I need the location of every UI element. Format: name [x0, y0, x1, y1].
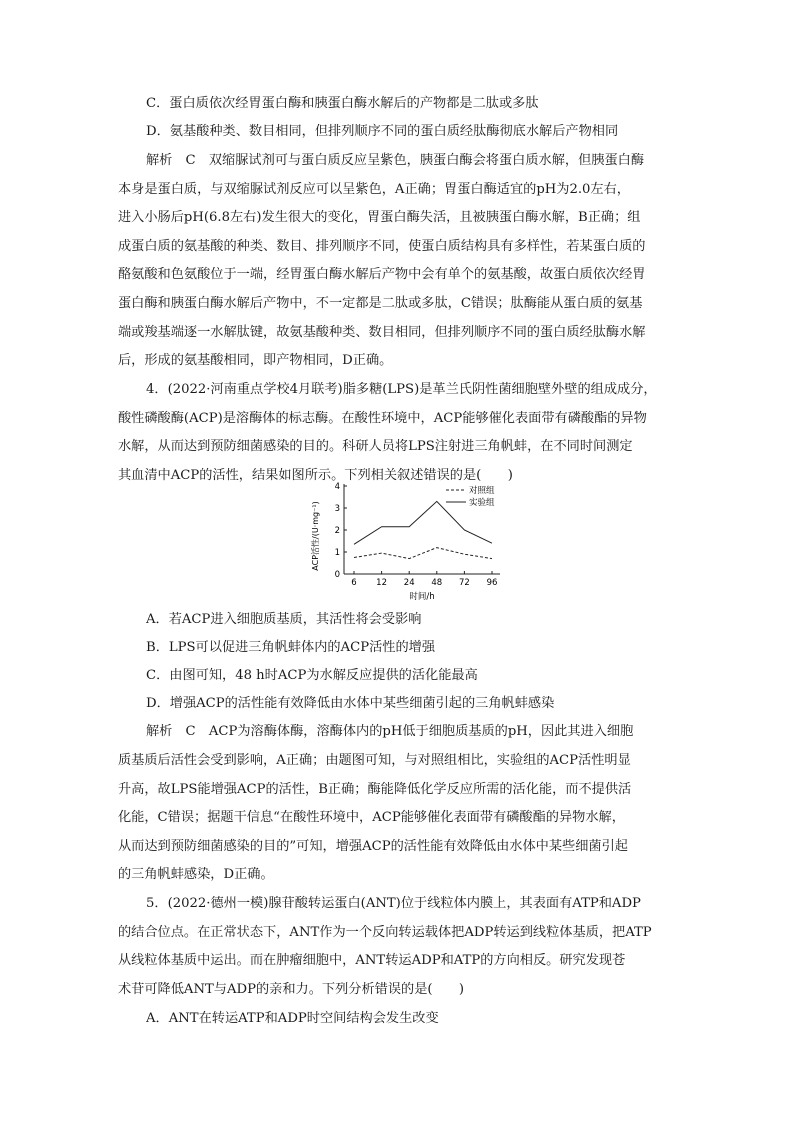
option-b: B．LPS可以促进三角帆蚌体内的ACP活性的增强 — [146, 640, 436, 655]
y-tick-label: 2 — [334, 526, 340, 536]
y-tick-label: 3 — [334, 504, 340, 514]
y-tick-label: 1 — [334, 548, 340, 558]
analysis-4-line: 质基质后活性会受到影响，A正确；由题图可知，与对照组相比，实验组的ACP活性明显 — [118, 753, 631, 768]
option-a-q5: A．ANT在转运ATP和ADP时空间结构会发生改变 — [146, 1011, 439, 1026]
acp-activity-chart — [300, 478, 510, 603]
option-d: D．增强ACP的活性能有效降低由水体中某些细菌引起的三角帆蚌感染 — [146, 696, 555, 711]
question-4-line: 其血清中ACP的活性，结果如图所示。下列相关叙述错误的是( ) — [118, 468, 513, 483]
analysis-4-line: 化能，C错误；据题干信息“在酸性环境中，ACP能够催化表面带有磷酸酯的异物水解， — [118, 810, 625, 825]
question-4-line: 4．(2022·河南重点学校4月联考)脂多糖(LPS)是革兰氏阴性菌细胞壁外壁的组成成分， — [146, 382, 657, 397]
analysis-4-line: 的三角帆蚌感染，D正确。 — [118, 867, 274, 882]
option-a: A．若ACP进入细胞质基质，其活性将会受影响 — [146, 612, 422, 627]
legend-label: 对照组 — [469, 486, 495, 496]
x-tick-label: 12 — [376, 578, 388, 588]
chart-legend — [446, 485, 495, 508]
analysis-3-line: 成蛋白质的氨基酸的种类、数目、排列顺序不同，使蛋白质结构具有多样性，若某蛋白质的 — [118, 239, 646, 254]
question-5-line: 从线粒体基质中运出。而在肿瘤细胞中，ANT转运ADP和ATP的方向相反。研究发现苍 — [118, 953, 626, 968]
option-c: C．由图可知，48 h时ACP为水解反应提供的活化能最高 — [146, 668, 478, 683]
question-5-line: 5．(2022·德州一模)腺苷酸转运蛋白(ANT)位于线粒体内膜上，其表面有ATP和ADP — [146, 896, 641, 911]
analysis-3-line: 本身是蛋白质，与双缩脲试剂反应可以呈紫色，A正确；胃蛋白酶适宜的pH为2.0左右， — [118, 182, 630, 197]
x-tick-label: 6 — [351, 578, 357, 588]
question-4-line: 水解，从而达到预防细菌感染的目的。科研人员将LPS注射进三角帆蚌，在不同时间测定 — [118, 439, 633, 454]
option-d-prev: D．氨基酸种类、数目相同，但排列顺序不同的蛋白质经肽酶彻底水解后产物相同 — [146, 124, 619, 139]
option-c-prev: C．蛋白质依次经胃蛋白酶和胰蛋白酶水解后的产物都是二肽或多肽 — [146, 96, 539, 111]
legend-label: 实验组 — [469, 498, 495, 508]
x-tick-label: 72 — [458, 578, 470, 588]
x-tick-label: 24 — [403, 578, 415, 588]
analysis-4-line: 解析 C ACP为溶酶体酶，溶酶体内的pH低于细胞质基质的pH，因此其进入细胞 — [146, 724, 634, 739]
chart-lines — [354, 501, 492, 558]
question-5-line: 术苷可降低ANT与ADP的亲和力。下列分析错误的是( ) — [118, 982, 465, 997]
analysis-4-line: 从而达到预防细菌感染的目的”可知，增强ACP的活性能有效降低由水体中某些细菌引起 — [118, 839, 628, 854]
analysis-3-line: 蛋白酶和胰蛋白酶水解后产物中，不一定都是二肽或多肽，C错误；肽酶能从蛋白质的氨基 — [118, 296, 643, 311]
x-tick-label: 96 — [486, 578, 498, 588]
y-tick-label: 4 — [334, 482, 340, 492]
question-4-line: 酸性磷酸酶(ACP)是溶酶体的标志酶。在酸性环境中，ACP能够催化表面带有磷酸酯的异物 — [118, 411, 647, 426]
question-5-line: 的结合位点。在正常状态下，ANT作为一个反向转运载体把ADP转运到线粒体基质，把ATP — [118, 925, 652, 940]
analysis-4-line: 升高，故LPS能增强ACP的活性，B正确；酶能降低化学反应所需的活化能，而不提供活 — [118, 782, 632, 797]
y-tick-label: 0 — [334, 570, 340, 580]
x-tick-label: 48 — [431, 578, 443, 588]
y-axis-label: ACP活性/(U·mg⁻¹) — [311, 501, 320, 571]
x-axis-label: 时间/h — [409, 592, 435, 602]
analysis-3-line: 解析 C 双缩脲试剂可与蛋白质反应呈紫色，胰蛋白酶会将蛋白质水解，但胰蛋白酶 — [146, 153, 645, 168]
acp-chart-svg — [300, 478, 510, 603]
analysis-3-line: 酪氨酸和色氨酸位于一端，经胃蛋白酶水解后产物中会有单个的氨基酸，故蛋白质依次经胃 — [118, 267, 646, 282]
analysis-3-line: 端或羧基端逐一水解肽键，故氨基酸种类、数目相同，但排列顺序不同的蛋白质经肽酶水解 — [118, 325, 646, 340]
analysis-3-line: 进入小肠后pH(6.8左右)发生很大的变化，胃蛋白酶失活，且被胰蛋白酶水解，B正确；组 — [118, 210, 641, 225]
series-line-control — [354, 548, 492, 559]
analysis-3-line: 后，形成的氨基酸相同，即产物相同，D正确。 — [118, 353, 393, 368]
